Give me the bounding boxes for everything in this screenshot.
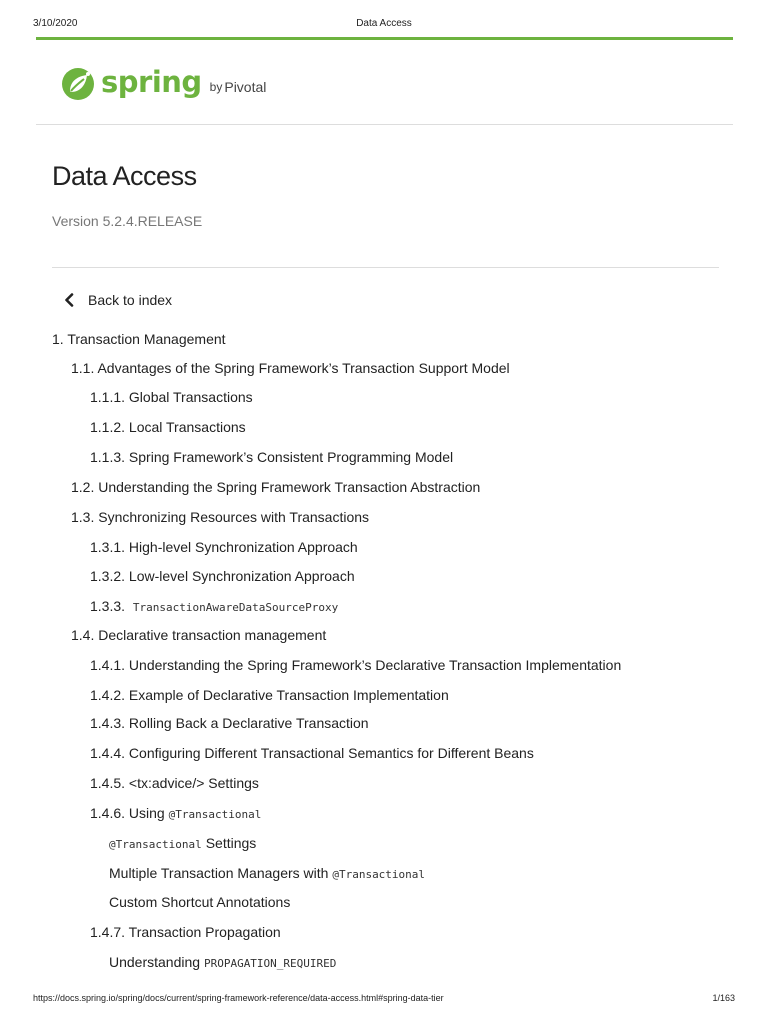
toc-item-label: Understanding the Spring Framework Transaction Abstraction — [98, 479, 481, 495]
toc-item-label-suffix: Settings — [205, 835, 257, 851]
logo-by: by — [209, 80, 223, 94]
toc-item-number: 1.3. — [71, 509, 99, 525]
logo-wordmark: spring — [101, 65, 202, 99]
header-divider — [36, 124, 733, 125]
toc-item[interactable] — [109, 952, 336, 972]
toc-item-label: Custom Shortcut Annotations — [109, 894, 291, 910]
toc-item[interactable] — [90, 803, 261, 823]
toc-item-number: 1.4.7. — [90, 924, 129, 940]
toc-item[interactable] — [71, 507, 369, 527]
toc-item-label: Declarative transaction management — [98, 627, 327, 643]
toc-item-label: Understanding the Spring Framework’s Declarative Transaction Implementation — [128, 657, 622, 673]
toc-item-code: PROPAGATION_REQUIRED — [203, 957, 337, 970]
toc-item[interactable] — [90, 596, 338, 616]
print-header — [0, 18, 768, 32]
toc-item-label: Multiple Transaction Managers with — [109, 865, 333, 881]
toc-item[interactable] — [71, 358, 510, 378]
toc-item-number: 1.4.2. — [90, 687, 129, 703]
toc-item-label: Rolling Back a Declarative Transaction — [128, 715, 369, 731]
toc-item-code: @Transactional — [109, 838, 202, 851]
logo-company: Pivotal — [224, 79, 267, 95]
toc-item[interactable] — [109, 833, 256, 853]
toc-item-number: 1.1. — [71, 360, 98, 376]
toc-item-label: Local Transactions — [128, 419, 246, 435]
toc-item[interactable] — [90, 922, 281, 942]
toc-item[interactable] — [90, 743, 534, 763]
chevron-left-icon — [64, 293, 88, 307]
page-title: Data Access — [52, 161, 197, 191]
toc-item-number: 1.3.3. — [90, 598, 129, 614]
spring-leaf-icon — [61, 67, 95, 101]
toc-item[interactable] — [90, 685, 449, 705]
toc-item[interactable] — [90, 566, 355, 586]
toc-item-number: 1.4.5. — [90, 775, 129, 791]
toc-item-number: 1. — [52, 331, 68, 347]
toc-item[interactable] — [52, 329, 226, 349]
toc-item-label: Global Transactions — [128, 389, 253, 405]
toc-item-number: 1.3.1. — [90, 539, 129, 555]
toc-item-label: Low-level Synchronization Approach — [128, 568, 355, 584]
print-footer — [0, 993, 768, 1007]
toc-item-code: @Transactional — [168, 808, 262, 821]
toc-item[interactable] — [90, 447, 453, 467]
toc-item-number: 1.3.2. — [90, 568, 129, 584]
toc-item[interactable] — [90, 417, 246, 437]
spring-logo[interactable] — [61, 64, 266, 104]
title-divider — [52, 267, 719, 268]
toc-item-number: 1.1.2. — [90, 419, 129, 435]
toc-item[interactable] — [90, 387, 253, 407]
toc-item-label: Transaction Management — [67, 331, 226, 347]
toc-item-label: Understanding — [109, 954, 204, 970]
toc-item-number: 1.2. — [71, 479, 99, 495]
toc-item-number: 1.1.3. — [90, 449, 129, 465]
toc-item-number: 1.4. — [71, 627, 99, 643]
print-title: Data Access — [356, 18, 412, 29]
toc-item[interactable] — [90, 537, 358, 557]
toc-item-label: Transaction Propagation — [128, 924, 281, 940]
toc-item[interactable] — [90, 713, 369, 733]
print-date: 3/10/2020 — [33, 18, 78, 29]
toc-item-label: Spring Framework’s Consistent Programming Model — [128, 449, 454, 465]
toc-item-number: 1.4.4. — [90, 745, 129, 761]
toc-item-label: <tx:advice/> Settings — [128, 775, 259, 791]
toc-item-label: High-level Synchronization Approach — [128, 539, 358, 555]
toc-item[interactable] — [71, 625, 326, 645]
print-page-number: 1/163 — [712, 993, 735, 1003]
toc-item-label: Using — [128, 805, 169, 821]
toc-item-code: @Transactional — [332, 868, 426, 881]
toc-item-label: Configuring Different Transactional Semantics for Different Beans — [128, 745, 534, 761]
toc-item[interactable] — [109, 892, 290, 912]
toc-item-number: 1.4.1. — [90, 657, 129, 673]
toc-item-label: Synchronizing Resources with Transactions — [98, 509, 370, 525]
toc-item-number: 1.4.6. — [90, 805, 129, 821]
toc-item-code: TransactionAwareDataSourceProxy — [132, 601, 339, 614]
toc-item[interactable] — [90, 655, 621, 675]
toc-item-number: 1.4.3. — [90, 715, 129, 731]
back-link-label: Back to index — [88, 292, 173, 308]
toc-item[interactable] — [71, 477, 480, 497]
toc-item[interactable] — [90, 773, 259, 793]
toc-item[interactable] — [109, 863, 425, 883]
toc-item-label: Advantages of the Spring Framework’s Transaction Support Model — [97, 360, 510, 376]
print-url: https://docs.spring.io/spring/docs/current/spring-framework-reference/data-access.html#spring-data-tier — [33, 993, 444, 1003]
toc-item-label: Example of Declarative Transaction Implementation — [128, 687, 449, 703]
brand-rule — [36, 37, 733, 40]
toc-item-number: 1.1.1. — [90, 389, 129, 405]
back-to-index-link[interactable] — [64, 292, 172, 308]
version-label: Version 5.2.4.RELEASE — [52, 213, 203, 229]
